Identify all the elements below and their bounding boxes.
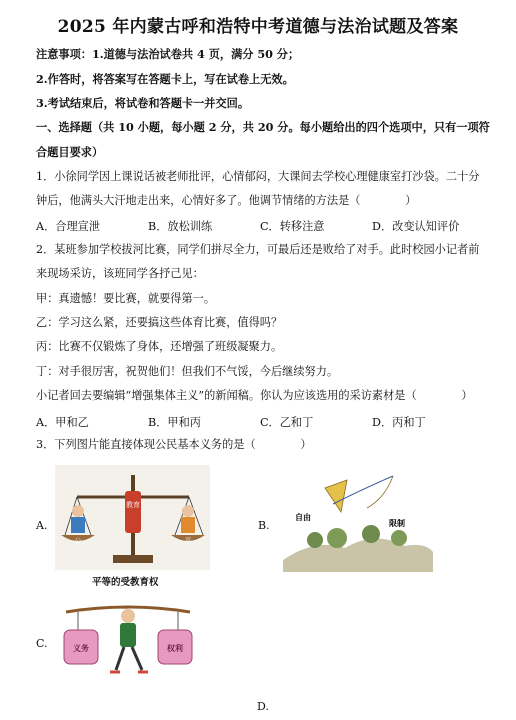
q2-stem-line2: 来现场采访，该班同学各抒己见： bbox=[36, 267, 204, 280]
figure-a-right-tag: 平 bbox=[184, 537, 192, 545]
figure-c-right-bag-text: 权利 bbox=[167, 643, 183, 653]
q1-options bbox=[36, 218, 484, 232]
q2-statement-jia: 甲：真遗憾！要比赛，就要得第一。 bbox=[36, 292, 216, 305]
q3-figure-a-balance-scale[interactable] bbox=[55, 465, 210, 570]
q2-options bbox=[36, 414, 484, 428]
q1-option-d[interactable]: D．改变认知评价 bbox=[372, 220, 460, 233]
figure-a-left-tag: 公 bbox=[74, 537, 82, 545]
q1-option-b[interactable]: B．放松训练 bbox=[148, 220, 213, 233]
q3-stem: 3．下列图片能直接体现公民基本义务的是（ ） bbox=[36, 438, 312, 451]
q1-option-c[interactable]: C．转移注意 bbox=[260, 220, 325, 233]
section-heading-line1: 一、选择题（共 10 小题，每小题 2 分，共 20 分。每小题给出的四个选项中，只有一项符 bbox=[36, 120, 490, 134]
section-heading-line2: 合题目要求） bbox=[36, 145, 104, 159]
q1-option-a[interactable]: A．合理宣泄 bbox=[36, 220, 101, 233]
q3-label-a[interactable]: A. bbox=[36, 519, 48, 532]
q3-figure-c-shoulder-pole[interactable] bbox=[58, 598, 198, 690]
q3-figure-b-kite-landscape[interactable] bbox=[275, 468, 435, 578]
notice-1: 注意事项：1.道德与法治试卷共 4 页，满分 50 分； bbox=[36, 47, 300, 61]
q2-option-d[interactable]: D．丙和丁 bbox=[372, 416, 426, 429]
q1-stem-line1: 1．小徐同学因上课说话被老师批评，心情郁闷，大课间去学校心理健康室打沙袋。二十分 bbox=[36, 170, 480, 183]
q3-figure-a-caption: 平等的受教育权 bbox=[92, 577, 159, 588]
q1-stem-line2: 钟后，他满头大汗地走出来，心情好多了。他调节情绪的方法是（ ） bbox=[36, 194, 417, 207]
q3-label-d[interactable]: D. bbox=[257, 700, 269, 713]
q2-option-c[interactable]: C．乙和丁 bbox=[260, 416, 314, 429]
q2-stem-line1: 2．某班参加学校拔河比赛，同学们拼尽全力，可最后还是败给了对手。此时校园小记者前 bbox=[36, 243, 480, 256]
q2-option-b[interactable]: B．甲和丙 bbox=[148, 416, 201, 429]
q2-statement-yi: 乙：学习这么紧，还要搞这些体育比赛，值得吗？ bbox=[36, 316, 283, 329]
figure-a-scale-text-1: 教育 bbox=[126, 501, 140, 509]
q2-statement-ding: 丁：对手很厉害，祝贺他们！但我们不气馁，今后继续努力。 bbox=[36, 365, 339, 378]
q2-stem-line7: 小记者回去要编辑“增强集体主义”的新闻稿。你认为应该选用的采访素材是（ ） bbox=[36, 389, 473, 402]
notice-2: 2.作答时，将答案写在答题卡上，写在试卷上无效。 bbox=[36, 72, 294, 86]
figure-c-left-bag-text: 义务 bbox=[73, 643, 89, 653]
q3-label-b[interactable]: B. bbox=[258, 519, 270, 532]
page-title: 2025 年内蒙古呼和浩特中考道德与法治试题及答案 bbox=[57, 17, 459, 37]
figure-b-left-text: 自由 bbox=[295, 512, 311, 522]
q2-statement-bing: 丙：比赛不仅锻炼了身体，还增强了班级凝聚力。 bbox=[36, 340, 283, 353]
q3-label-c[interactable]: C. bbox=[36, 637, 48, 650]
figure-b-right-text: 限制 bbox=[389, 518, 405, 528]
notice-3: 3.考试结束后，将试卷和答题卡一并交回。 bbox=[36, 96, 250, 110]
q2-option-a[interactable]: A．甲和乙 bbox=[36, 416, 89, 429]
